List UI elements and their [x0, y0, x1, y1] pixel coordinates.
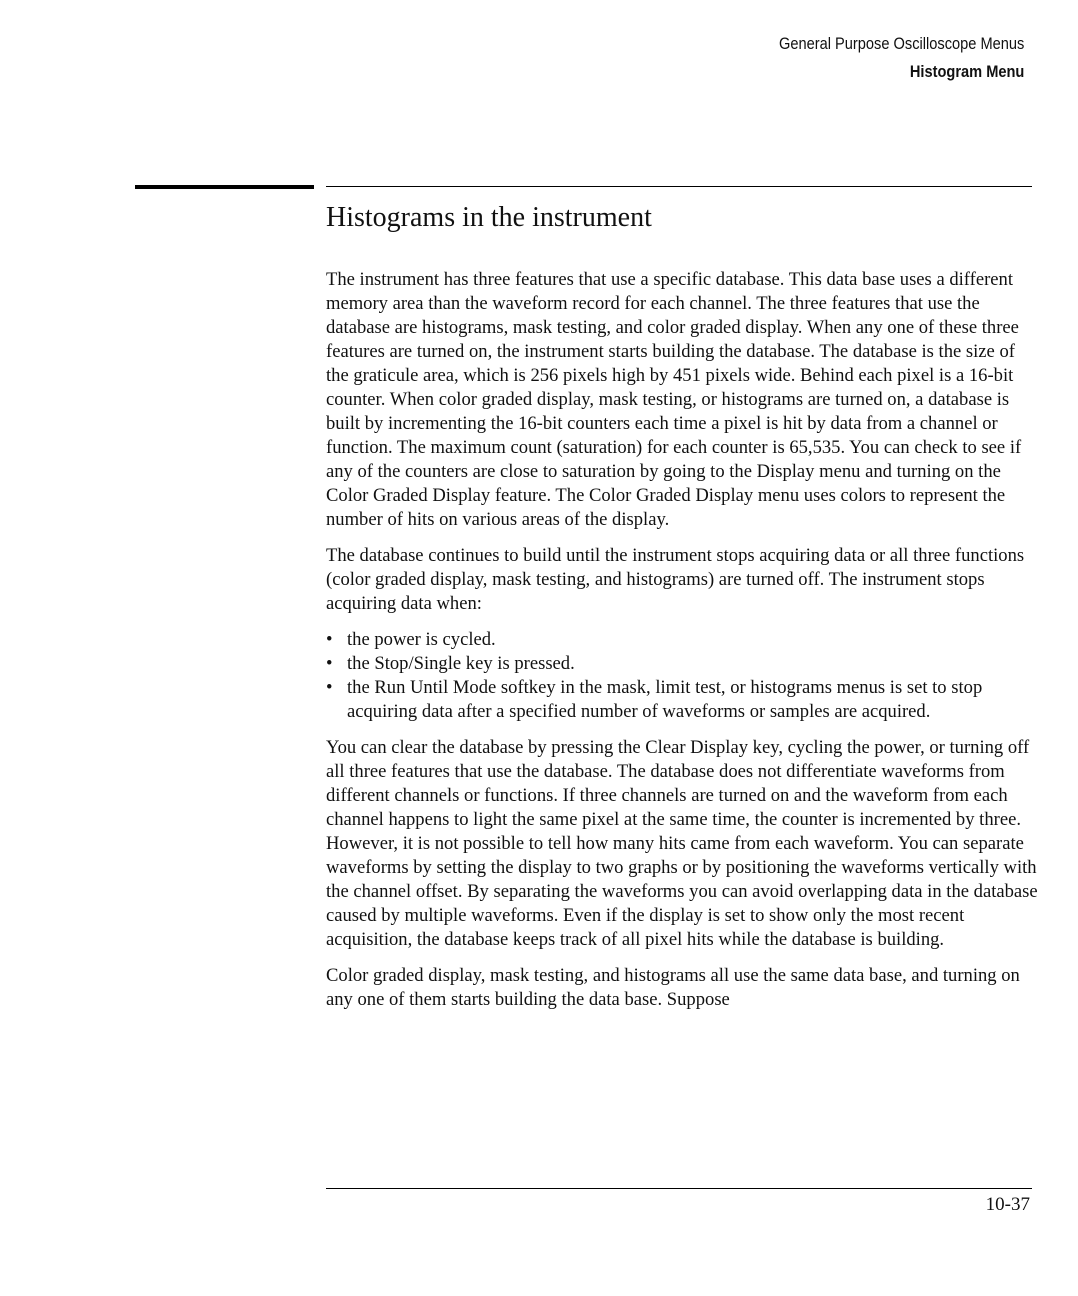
running-head-chapter: General Purpose Oscilloscope Menus — [778, 34, 1024, 53]
stop-conditions-list — [326, 628, 1038, 724]
list-item — [326, 676, 1038, 724]
list-item — [326, 628, 1038, 652]
bullet-icon: • — [326, 629, 333, 650]
running-head-section: Histogram Menu — [909, 62, 1024, 81]
body-text — [326, 268, 1038, 1024]
running-head — [739, 30, 1024, 86]
footer-rule — [326, 1188, 1032, 1189]
heading-rule — [326, 186, 1032, 187]
list-item — [326, 652, 1038, 676]
list-item-text: the power is cycled. — [347, 629, 496, 650]
list-item-text: the Stop/Single key is pressed. — [347, 653, 575, 674]
list-item-text: the Run Until Mode softkey in the mask, limit test, or histograms menus is set to stop acquiring data after a specified number of waveforms or samples are acquired. — [347, 677, 983, 722]
bullet-icon: • — [326, 677, 333, 698]
section-marker-rule — [135, 185, 314, 189]
paragraph-shared-database: Color graded display, mask testing, and histograms all use the same data base, and turning on any one of them starts building the data base. Suppose — [326, 965, 1020, 1010]
page-number: 10-37 — [985, 1194, 1030, 1215]
paragraph-clear-database: You can clear the database by pressing the Clear Display key, cycling the power, or turning off all three features that use the database. The database does not differentiate waveforms from different channels or functions. If three channels are turned on and the waveform from each channel happens to light the same pixel at the same time, the counter is incremented by three. However, it is not possible to tell how many hits came from each waveform. You can separate waveforms by setting the display to two graphs or by positioning the waveforms vertically with the channel offset. By separating the waveforms you can avoid overlapping data in the database caused by multiple waveforms. Even if the display is set to show only the most recent acquisition, the database keeps track of all pixel hits while the database is building. — [326, 737, 1038, 950]
paragraph-database-intro: The instrument has three features that use a specific database. This data base uses a different memory area than the waveform record for each channel. The three features that use the database are histograms, mask testing, and color graded display. When any one of these three features are turned on, the instrument starts building the database. The database is the size of the graticule area, which is 256 pixels high by 451 pixels wide. Behind each pixel is a 16-bit counter. When color graded display, mask testing, or histograms are turned on, a database is built by incrementing the 16-bit counters each time a pixel is hit by data from a channel or function. The maximum count (saturation) for each counter is 65,535. You can check to see if any of the counters are close to saturation by going to the Display menu and turning on the Color Graded Display feature. The Color Graded Display menu uses colors to represent the number of hits on various areas of the display. — [326, 269, 1022, 530]
section-heading: Histograms in the instrument — [326, 202, 652, 233]
bullet-icon: • — [326, 653, 333, 674]
paragraph-database-build: The database continues to build until the instrument stops acquiring data or all three functions (color graded display, mask testing, and histograms) are turned off. The instrument stops acquiring data when: — [326, 545, 1025, 614]
